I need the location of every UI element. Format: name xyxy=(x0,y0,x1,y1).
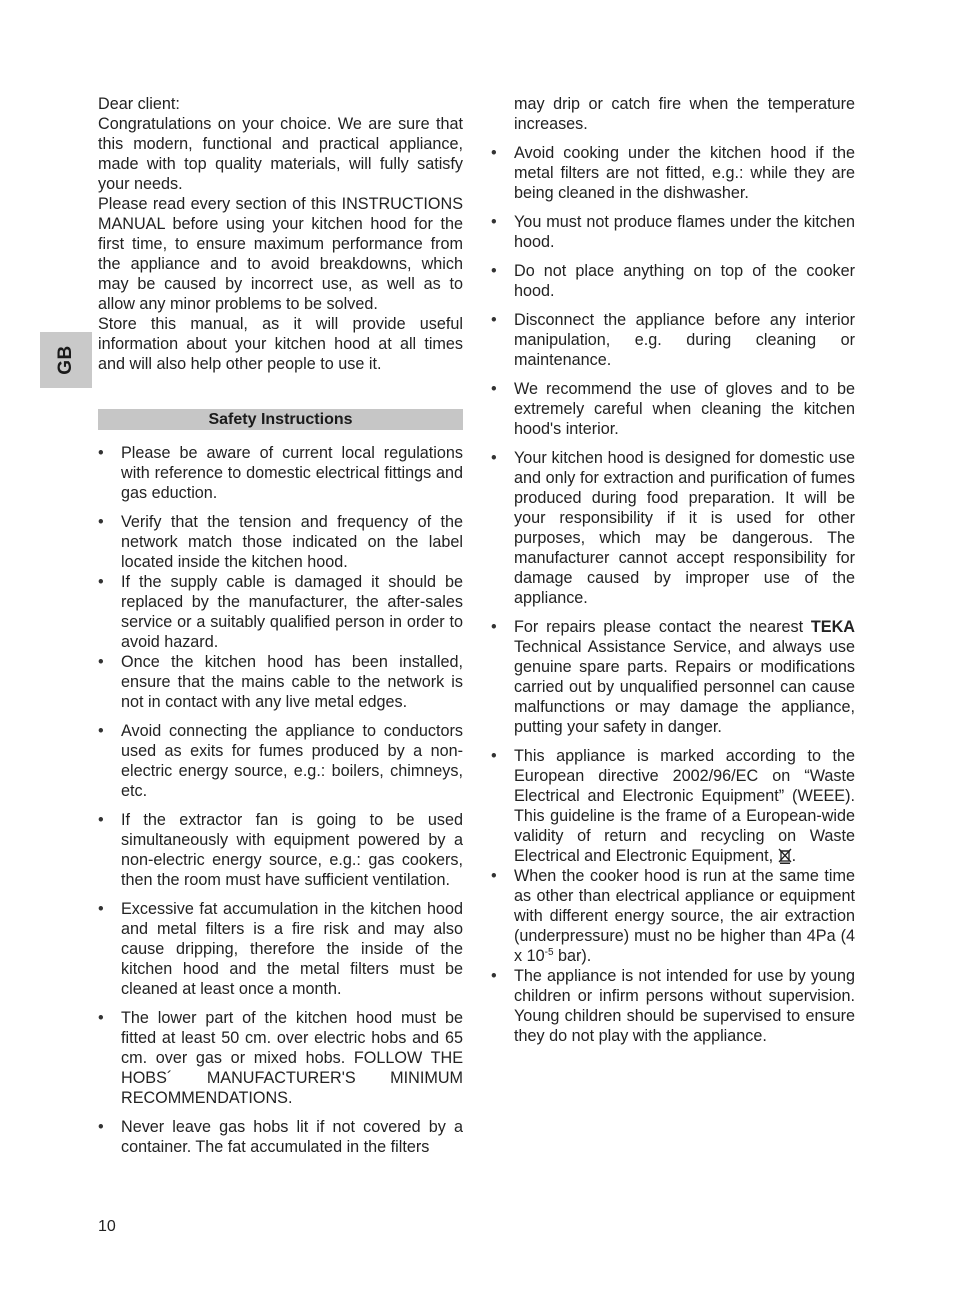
safety-item: • Once the kitchen hood has been installed, ensure that the mains cable to the network is not in contact with any live metal edges. xyxy=(98,652,463,712)
safety-item: • Please be aware of current local regulations with reference to domestic electrical fittings and gas eduction. xyxy=(98,443,463,503)
repairs-prefix: For repairs please contact the nearest xyxy=(514,618,804,636)
weee-text: This appliance is marked according to the European directive 2002/96/EC on “Waste Electrical and Electronic Equipment” (WEEE). This guideline is the frame of a European-wide validity of return and recycling on Waste Electrical and Electronic Equipment, xyxy=(514,747,855,865)
safety-list-right xyxy=(491,143,855,1046)
safety-item: • Excessive fat accumulation in the kitchen hood and metal filters is a fire risk and may also cause dripping, therefore the inside of the kitchen hood and the metal filters must be cleaned at least once a month. xyxy=(98,899,463,999)
repairs-text: Technical Assistance Service, and always use genuine spare parts. Repairs or modifications carried out by unqualified personnel can cause malfunctions or may damage the appliance, putting your safety in danger. xyxy=(514,638,855,736)
underpressure-text: When the cooker hood is run at the same time as other than electrical appliance or equipment with different energy source, the air extraction (underpressure) must no be higher than 4Pa (4 x 10 xyxy=(514,867,855,965)
safety-list-left xyxy=(98,443,463,1157)
language-tab-label: GB xyxy=(55,345,76,375)
crossed-out-wheelie-bin-icon xyxy=(778,848,792,864)
safety-item: • Avoid connecting the appliance to conductors used as exits for fumes produced by a non-electric energy source, e.g.: boilers, chimneys, etc. xyxy=(98,721,463,801)
safety-item: • Never leave gas hobs lit if not covered by a container. The fat accumulated in the filters xyxy=(98,1117,463,1157)
safety-item-repairs xyxy=(491,617,855,737)
safety-item: • Verify that the tension and frequency of the network match those indicated on the label located inside the kitchen hood. xyxy=(98,512,463,572)
intro-paragraph-2: Please read every section of this INSTRUCTIONS MANUAL before using your kitchen hood for the first time, to ensure maximum performance from the appliance and to avoid breakdowns, which may be caused by incorrect use, as well as to allow any minor problems to be solved. xyxy=(98,195,463,313)
greeting: Dear client: xyxy=(98,95,180,113)
brand-name: TEKA xyxy=(810,618,855,636)
language-tab xyxy=(40,332,92,388)
intro-paragraph-3: Store this manual, as it will provide useful information about your kitchen hood at all times and will also help other people to use it. xyxy=(98,315,463,373)
safety-item: • We recommend the use of gloves and to be extremely careful when cleaning the kitchen hood's interior. xyxy=(491,379,855,439)
safety-item: • If the supply cable is damaged it should be replaced by the manufacturer, the after-sales service or a suitably qualified person in order to avoid hazard. xyxy=(98,572,463,652)
right-column xyxy=(491,94,855,1046)
page-number: 10 xyxy=(98,1218,116,1235)
safety-item: • You must not produce flames under the kitchen hood. xyxy=(491,212,855,252)
safety-item: • Do not place anything on top of the cooker hood. xyxy=(491,261,855,301)
safety-item-weee xyxy=(491,746,855,866)
safety-item: • If the extractor fan is going to be used simultaneously with equipment powered by a non-electric energy source, e.g.: gas cookers, then the room must have sufficient ventilation. xyxy=(98,810,463,890)
safety-item-continuation: may drip or catch fire when the temperature increases. xyxy=(514,95,855,133)
safety-item: • Disconnect the appliance before any interior manipulation, e.g. during cleaning or maintenance. xyxy=(491,310,855,370)
exponent: -5 xyxy=(544,947,554,958)
safety-item: • The lower part of the kitchen hood must be fitted at least 50 cm. over electric hobs and 65 cm. over gas or mixed hobs. FOLLOW THE HOBS´ MANUFACTURER'S MINIMUM RECOMMENDATIONS. xyxy=(98,1008,463,1108)
section-heading-safety: Safety Instructions xyxy=(98,409,463,430)
underpressure-unit: bar). xyxy=(553,947,592,965)
safety-item: • The appliance is not intended for use by young children or infirm persons without supervision. Young children should be supervised to ensure they do not play with the appliance. xyxy=(491,966,855,1046)
left-column xyxy=(98,94,463,1157)
safety-item: • Your kitchen hood is designed for domestic use and only for extraction and purification of fumes produced during food preparation. It will be your responsibility if it is used for other purposes, which may be dangerous. The manufacturer cannot accept responsibility for damage caused by improper use of the appliance. xyxy=(491,448,855,608)
safety-item: • Avoid cooking under the kitchen hood if the metal filters are not fitted, e.g.: while they are being cleaned in the dishwasher. xyxy=(491,143,855,203)
weee-end: . xyxy=(791,847,797,865)
intro-paragraph-1: Congratulations on your choice. We are sure that this modern, functional and practical appliance, made with top quality materials, will fully satisfy your needs. xyxy=(98,115,463,193)
safety-item-underpressure xyxy=(491,866,855,966)
